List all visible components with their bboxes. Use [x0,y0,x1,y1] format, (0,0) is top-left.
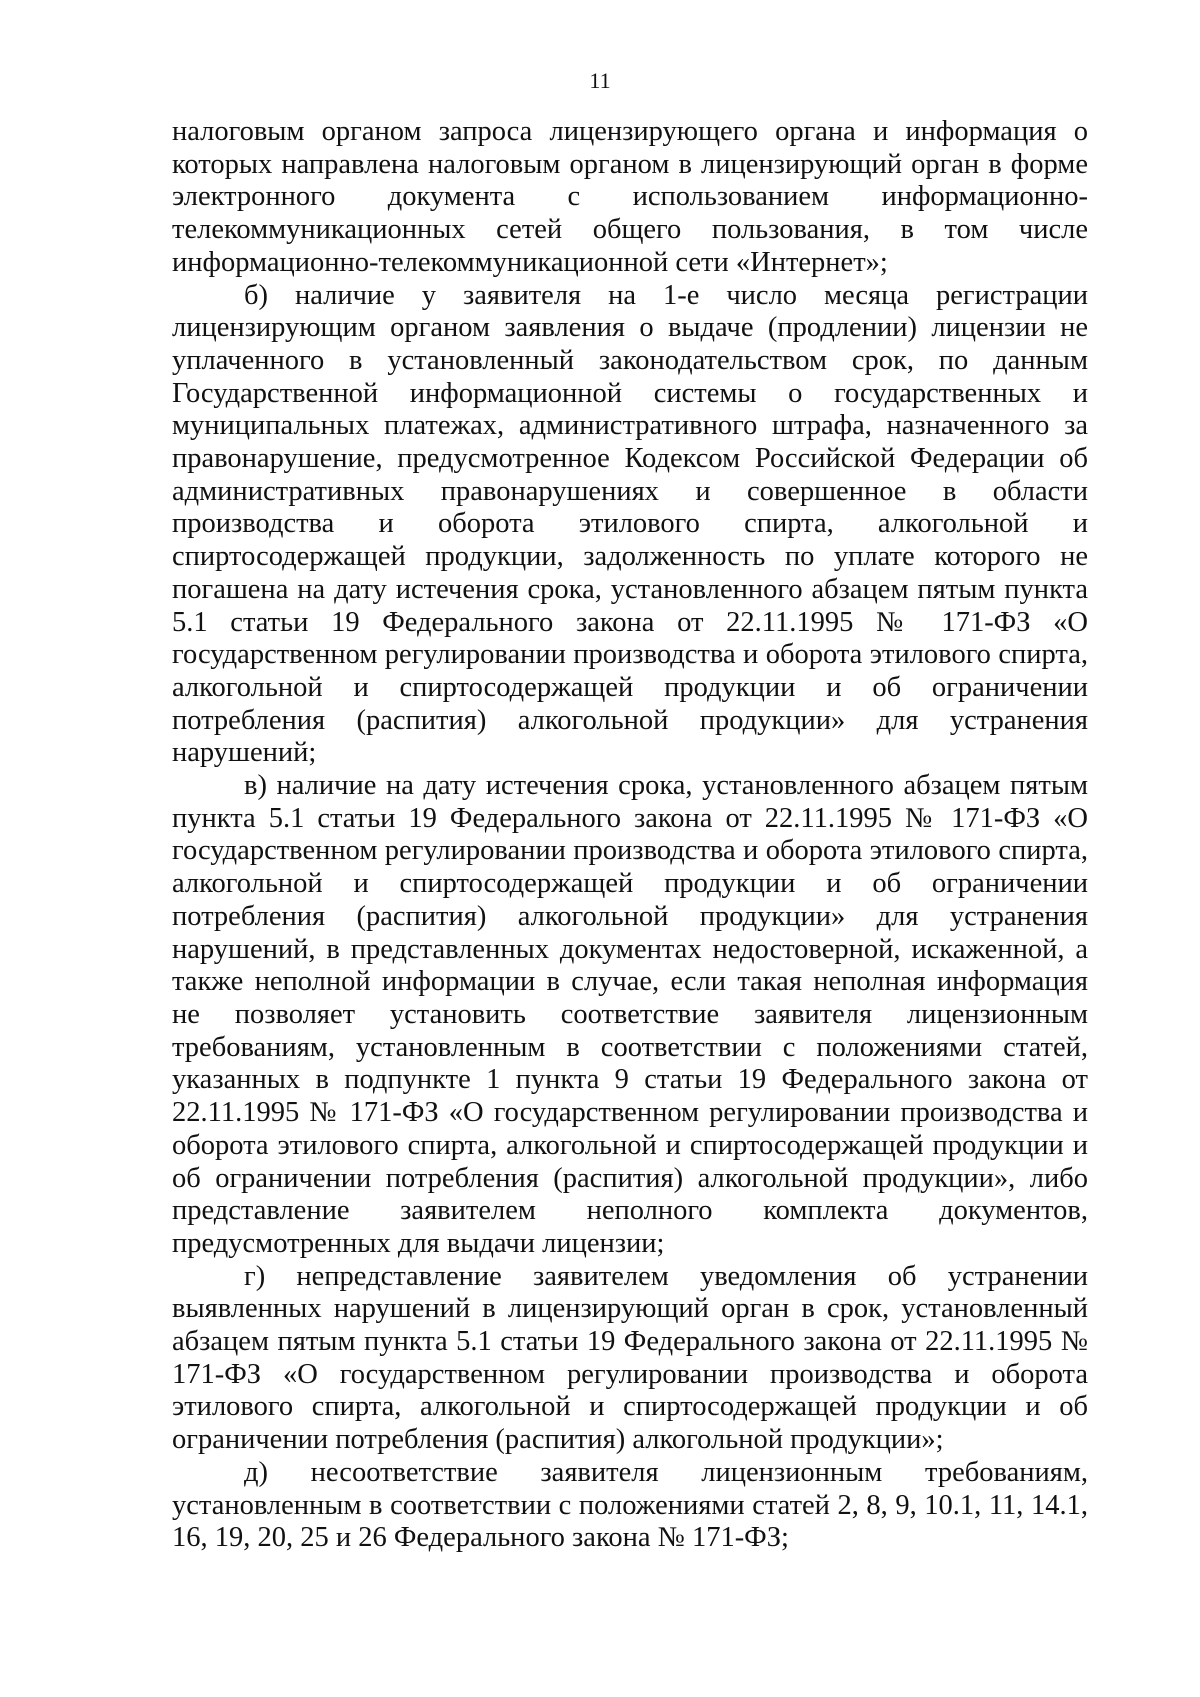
paragraph-item-d: д) несоответствие заявителя лицензионным требованиям, установленным в соответствии с положениями статей 2, 8, 9, 10.1, 11, 14.1, 16, 19, 20, 25 и 26 Федерального закона № 171-ФЗ; [172,1456,1088,1554]
document-body [172,116,1088,1555]
paragraph-item-b: б) наличие у заявителя на 1-е число месяца регистрации лицензирующим органом заявления о выдаче (продлении) лицензии не уплаченного в установленный законодательством срок, по данным Государственной информационной системы о государственных и муниципальных платежах, административного штрафа, назначенного за правонарушение, предусмотренное Кодексом Российской Федерации об административных правонарушениях и совершенное в области производства и оборота этилового спирта, алкогольной и спиртосодержащей продукции, задолженность по уплате которого не погашена на дату истечения срока, установленного абзацем пятым пункта 5.1 статьи 19 Федерального закона от 22.11.1995 № 171-ФЗ «О государственном регулировании производства и оборота этилового спирта, алкогольной и спиртосодержащей продукции и об ограничении потребления (распития) алкогольной продукции» для устранения нарушений; [172,279,1088,769]
paragraph-continuation: налоговым органом запроса лицензирующего органа и информация о которых направлена налоговым органом в лицензирующий орган в форме электронного документа с использованием информационно-телекоммуникационных сетей общего пользования, в том числе информационно-телекоммуникационной сети «Интернет»; [172,116,1088,278]
paragraph-item-g: г) непредставление заявителем уведомления об устранении выявленных нарушений в лицензирующий орган в срок, установленный абзацем пятым пункта 5.1 статьи 19 Федерального закона от 22.11.1995 № 171-ФЗ «О государственном регулировании производства и оборота этилового спирта, алкогольной и спиртосодержащей продукции и об ограничении потребления (распития) алкогольной продукции»; [172,1260,1088,1456]
paragraph-item-v: в) наличие на дату истечения срока, установленного абзацем пятым пункта 5.1 статьи 19 Федерального закона от 22.11.1995 № 171-ФЗ «О государственном регулировании производства и оборота этилового спирта, алкогольной и спиртосодержащей продукции и об ограничении потребления (распития) алкогольной продукции» для устранения нарушений, в представленных документах недостоверной, искаженной, а также неполной информации в случае, если такая неполная информация не позволяет установить соответствие заявителя лицензионным требованиям, установленным в соответствии с положениями статей, указанных в подпункте 1 пункта 9 статьи 19 Федерального закона от 22.11.1995 № 171-ФЗ «О государственном регулировании производства и оборота этилового спирта, алкогольной и спиртосодержащей продукции и об ограничении потребления (распития) алкогольной продукции», либо представление заявителем неполного комплекта документов, предусмотренных для выдачи лицензии; [172,770,1088,1259]
page-number: 11 [589,68,611,93]
